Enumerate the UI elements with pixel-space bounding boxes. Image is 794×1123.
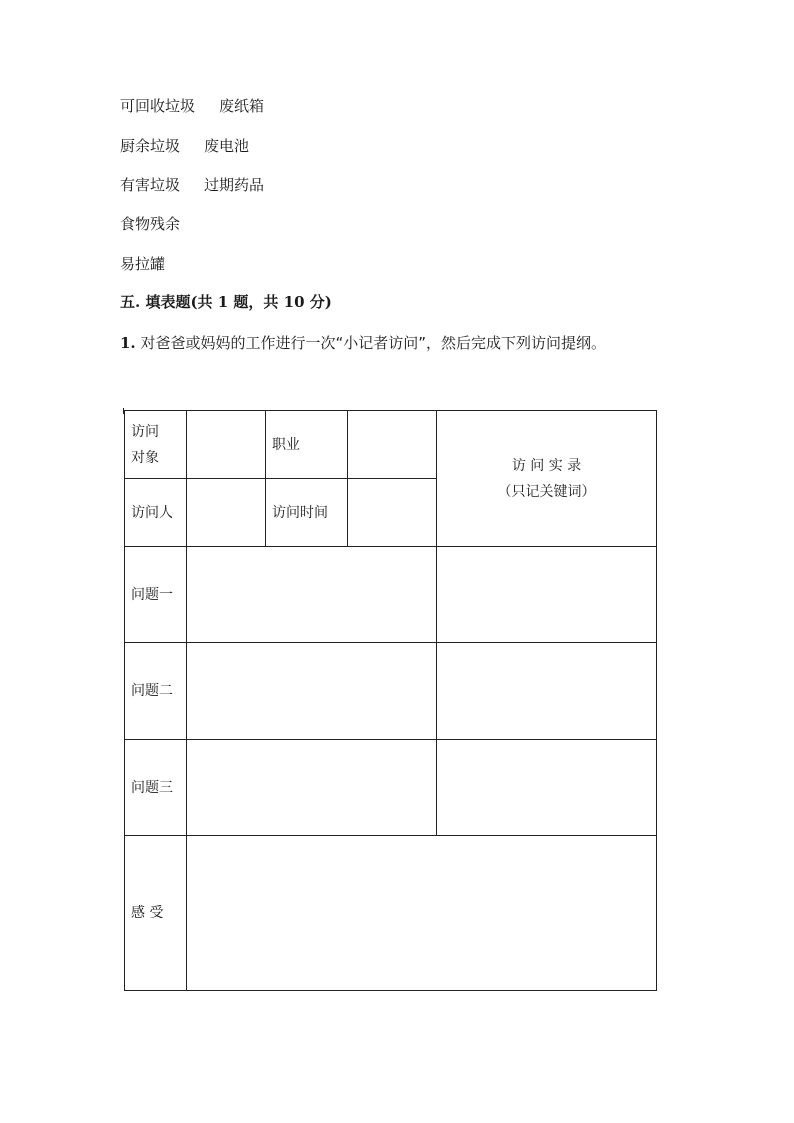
question-2-record[interactable] bbox=[437, 643, 657, 740]
record-title: 访 问 实 录 bbox=[511, 457, 582, 474]
interviewer-field[interactable] bbox=[187, 479, 266, 547]
waste-item-2 bbox=[120, 136, 249, 156]
feeling-field[interactable] bbox=[187, 836, 657, 991]
question-3-field[interactable] bbox=[187, 740, 437, 836]
section-title: 五. 填表题(共 1 题，共 10 分) bbox=[120, 293, 332, 311]
waste-name-2: 废电池 bbox=[204, 137, 250, 155]
question-3-record[interactable] bbox=[437, 740, 657, 836]
question-text: 对爸爸或妈妈的工作进行一次“小记者访问”，然后完成下列访问提纲。 bbox=[140, 334, 606, 352]
question-1-field[interactable] bbox=[187, 547, 437, 643]
interviewer-label: 访问人 bbox=[125, 479, 187, 547]
question-2-label: 问题二 bbox=[125, 643, 187, 740]
subject-field[interactable] bbox=[187, 411, 266, 479]
waste-category-3: 有害垃圾 bbox=[120, 176, 181, 194]
waste-item-1 bbox=[120, 96, 264, 116]
subject-label: 访问 对象 bbox=[125, 411, 187, 479]
feeling-label: 感 受 bbox=[125, 836, 187, 991]
waste-category-5: 易拉罐 bbox=[120, 255, 166, 273]
question-number: 1. bbox=[120, 334, 136, 352]
waste-category-2: 厨余垃圾 bbox=[120, 137, 181, 155]
waste-category-4: 食物残余 bbox=[120, 215, 181, 233]
job-field[interactable] bbox=[348, 411, 437, 479]
question-1-record[interactable] bbox=[437, 547, 657, 643]
question-2-field[interactable] bbox=[187, 643, 437, 740]
waste-name-3: 过期药品 bbox=[204, 176, 265, 194]
interview-form bbox=[124, 410, 657, 991]
waste-category-1: 可回收垃圾 bbox=[120, 97, 196, 115]
question-3-label: 问题三 bbox=[125, 740, 187, 836]
time-label: 访问时间 bbox=[266, 479, 348, 547]
waste-item-4 bbox=[120, 214, 180, 234]
waste-item-5 bbox=[120, 254, 165, 274]
time-field[interactable] bbox=[348, 479, 437, 547]
record-note: （只记关键词） bbox=[497, 483, 596, 500]
question-1-label: 问题一 bbox=[125, 547, 187, 643]
waste-item-3 bbox=[120, 175, 264, 195]
waste-name-1: 废纸箱 bbox=[219, 97, 265, 115]
question-1 bbox=[120, 333, 606, 353]
job-label: 职业 bbox=[266, 411, 348, 479]
record-header bbox=[437, 411, 657, 547]
